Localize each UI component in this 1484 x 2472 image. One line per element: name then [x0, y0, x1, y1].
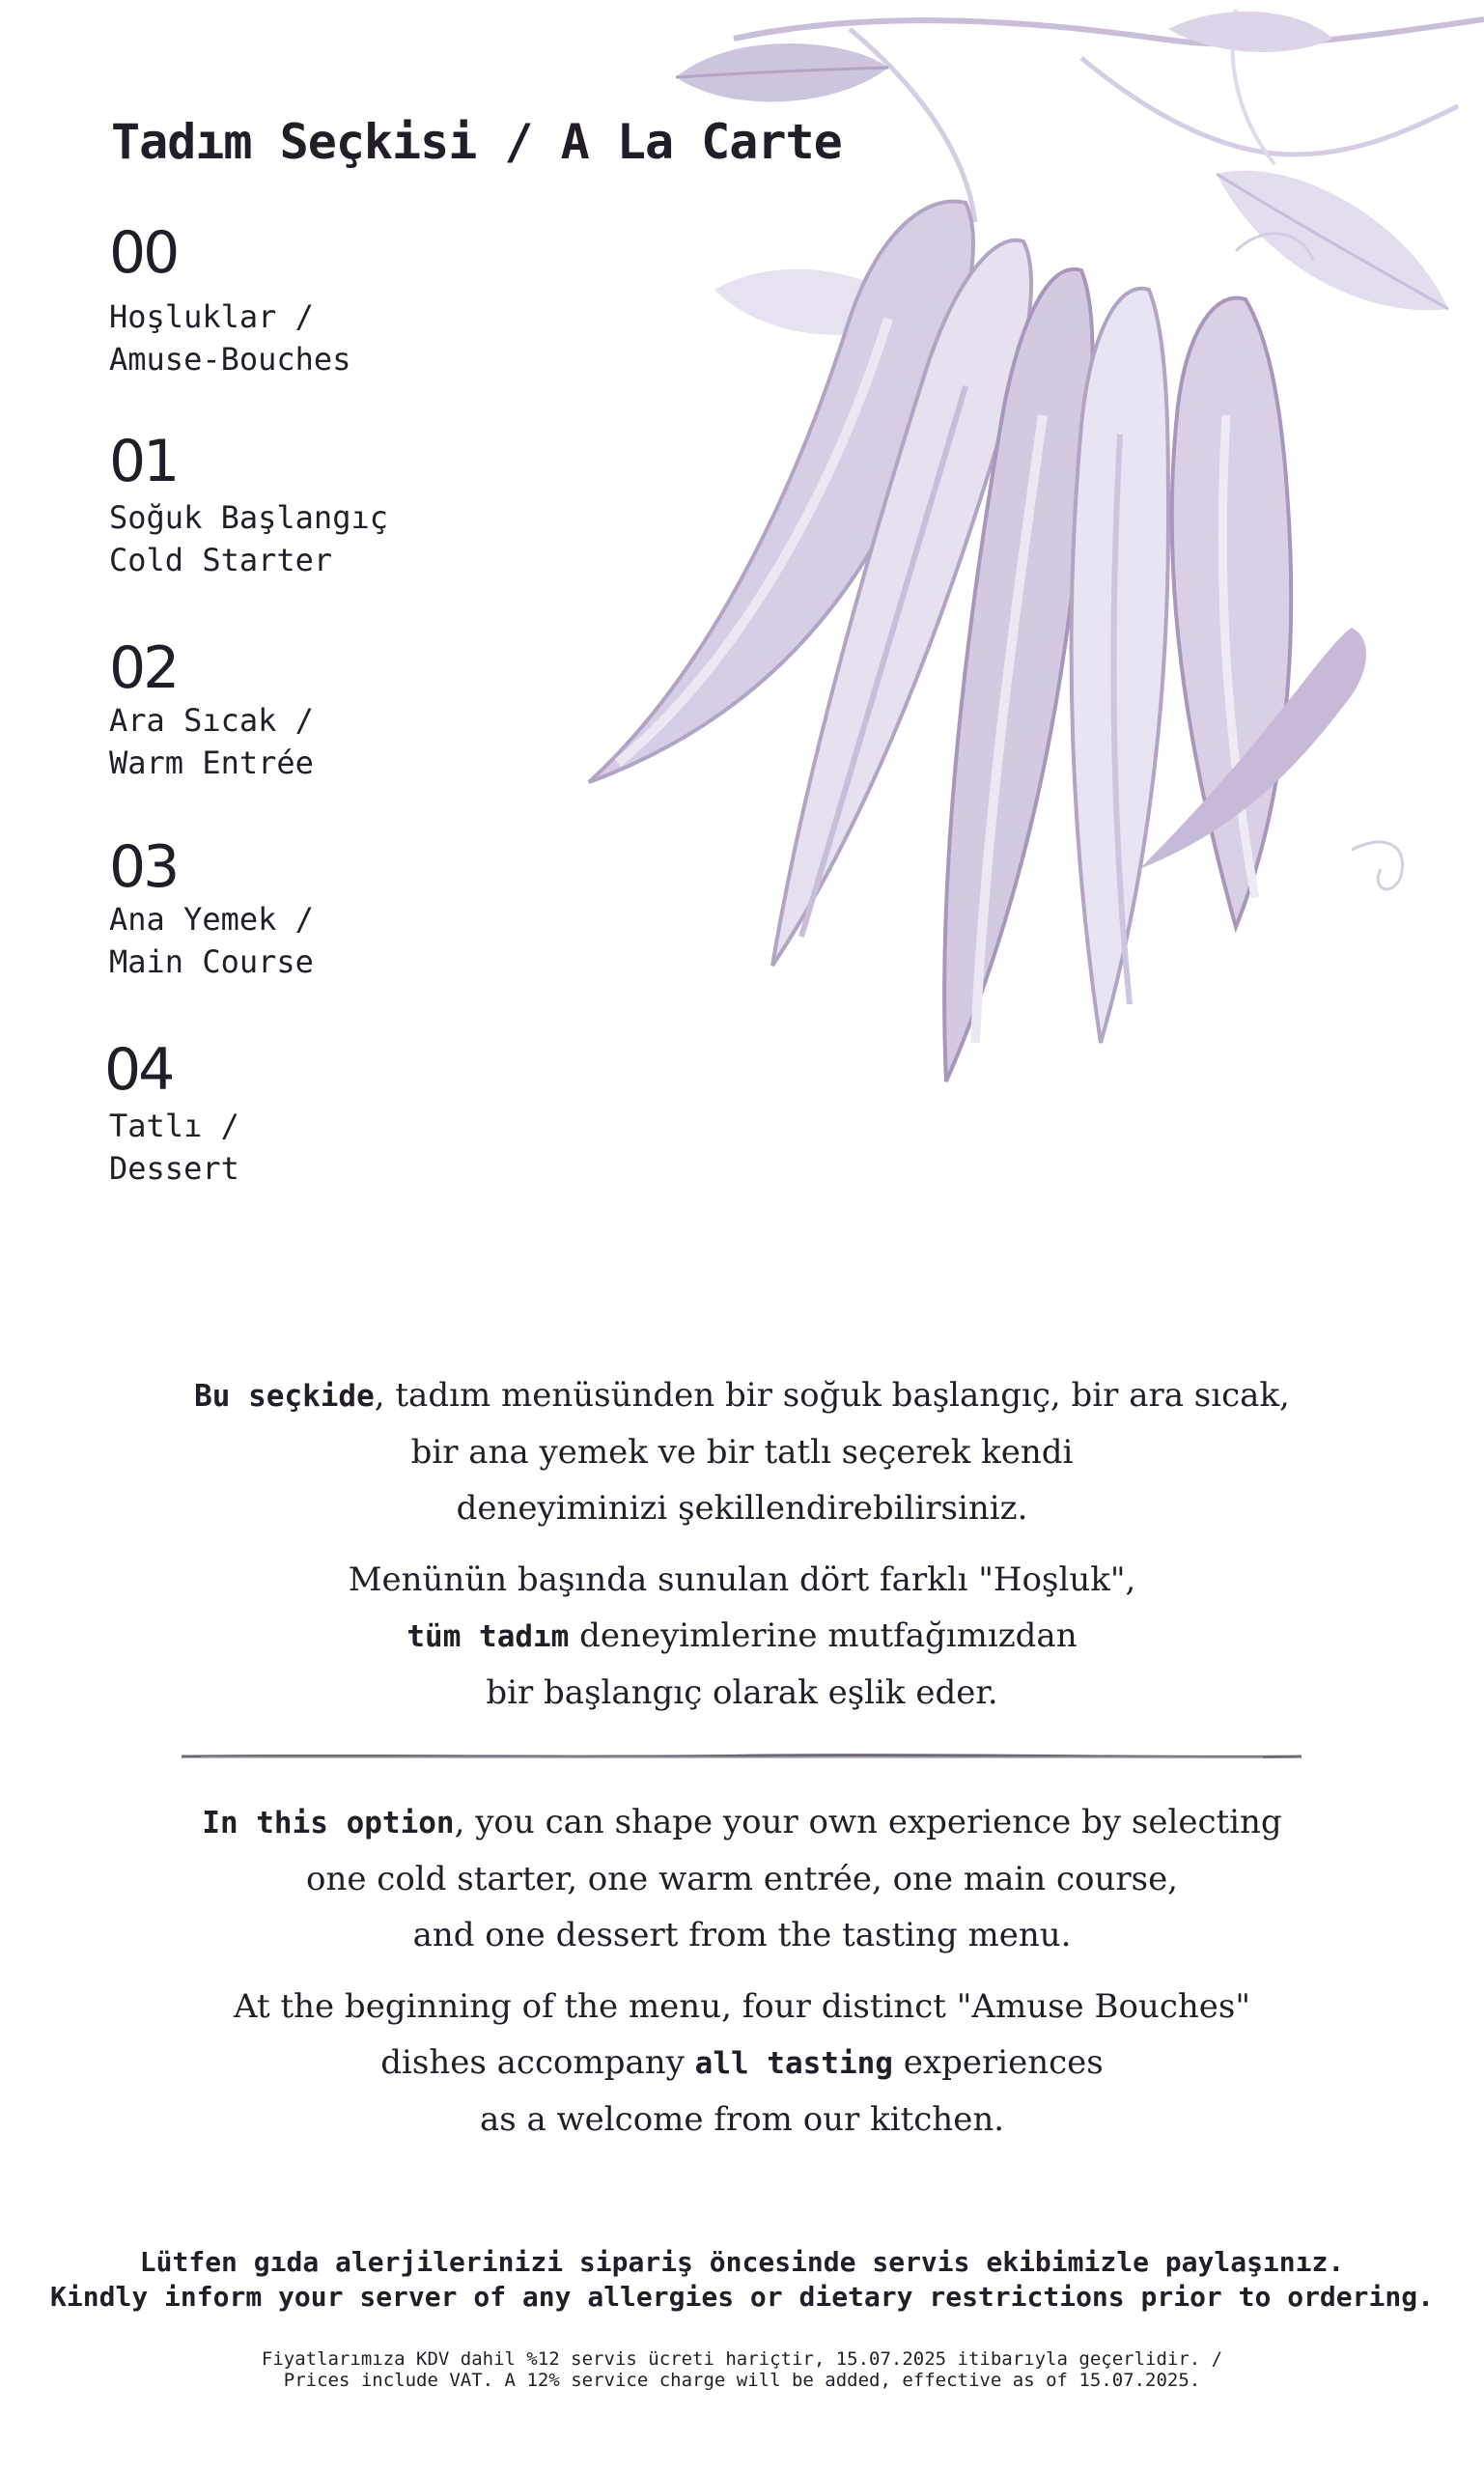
course-name-tr: Soğuk Başlangıç	[109, 499, 388, 536]
course-name-en: Amuse-Bouches	[109, 341, 351, 378]
intro-en-line-6: as a welcome from our kitchen.	[479, 2100, 1005, 2139]
intro-tr-text-2: deneyimlerine mutfağımızdan	[569, 1616, 1078, 1655]
course-name-tr: Ara Sıcak /	[109, 702, 314, 739]
price-note	[0, 2348, 1484, 2391]
course-name-en: Cold Starter	[109, 542, 333, 578]
price-note-en: Prices include VAT. A 12% service charge will be added, effective as of 15.07.2025.	[283, 2370, 1201, 2391]
allergy-notice-tr: Lütfen gıda alerjilerinizi sipariş öncesinde servis ekibimizle paylaşınız.	[139, 2246, 1345, 2278]
intro-en-text: , you can shape your own experience by selecting	[454, 1803, 1282, 1841]
course-01	[109, 428, 388, 581]
intro-en-line-3: and one dessert from the tasting menu.	[412, 1916, 1072, 1954]
intro-tr-bold-2: tüm tadım	[406, 1619, 570, 1654]
page-title: Tadım Seçkisi / A La Carte	[111, 114, 842, 170]
course-number: 02	[109, 634, 178, 702]
course-04	[104, 1036, 239, 1190]
course-02	[109, 634, 314, 784]
price-note-tr: Fiyatlarımıza KDV dahil %12 servis ücreti hariçtir, 15.07.2025 itibarıyla geçerlidir. /	[261, 2348, 1223, 2370]
divider	[182, 1754, 1302, 1759]
intro-tr-line-3: deneyiminizi şekillendirebilirsiniz.	[456, 1489, 1028, 1528]
intro-tr-line-2: bir ana yemek ve bir tatlı seçerek kendi	[410, 1433, 1074, 1472]
intro-en-line-1	[135, 1794, 1349, 1851]
intro-en-text-pre: dishes accompany	[380, 2043, 695, 2082]
course-name-tr: Hoşluklar /	[109, 298, 314, 335]
intro-en-line-4: At the beginning of the menu, four distinct "Amuse Bouches"	[234, 1987, 1250, 2026]
course-name-tr: Tatlı /	[109, 1108, 239, 1144]
intro-tr-line-5	[135, 1608, 1349, 1665]
course-number: 01	[109, 428, 178, 495]
course-name-tr: Ana Yemek /	[109, 901, 314, 938]
course-number: 04	[104, 1036, 173, 1104]
course-number: 03	[109, 833, 178, 901]
intro-turkish	[135, 1367, 1349, 1721]
course-number: 00	[109, 219, 178, 287]
intro-english	[135, 1794, 1349, 2148]
course-name-en: Dessert	[109, 1150, 239, 1187]
course-name-en: Warm Entrée	[109, 744, 314, 781]
course-03	[109, 833, 314, 983]
allergy-notice-en: Kindly inform your server of any allergies or dietary restrictions prior to ordering.	[50, 2281, 1434, 2313]
intro-en-line-2: one cold starter, one warm entrée, one main course,	[306, 1860, 1178, 1898]
course-00	[109, 219, 351, 380]
intro-en-bold-2: all tasting	[694, 2046, 893, 2081]
intro-tr-line-4: Menünün başında sunulan dört farklı "Hoşluk",	[348, 1560, 1136, 1599]
intro-tr-line-1	[135, 1367, 1349, 1424]
intro-tr-line-6: bir başlangıç olarak eşlik eder.	[486, 1673, 998, 1712]
allergy-notice	[0, 2245, 1484, 2315]
intro-tr-text: , tadım menüsünden bir soğuk başlangıç, bir ara sıcak,	[374, 1376, 1290, 1415]
course-name-en: Main Course	[109, 943, 314, 980]
intro-en-text-2: experiences	[892, 2043, 1104, 2082]
intro-en-bold: In this option	[202, 1806, 455, 1840]
intro-tr-bold: Bu seçkide	[194, 1379, 375, 1414]
intro-en-line-5	[135, 2035, 1349, 2092]
